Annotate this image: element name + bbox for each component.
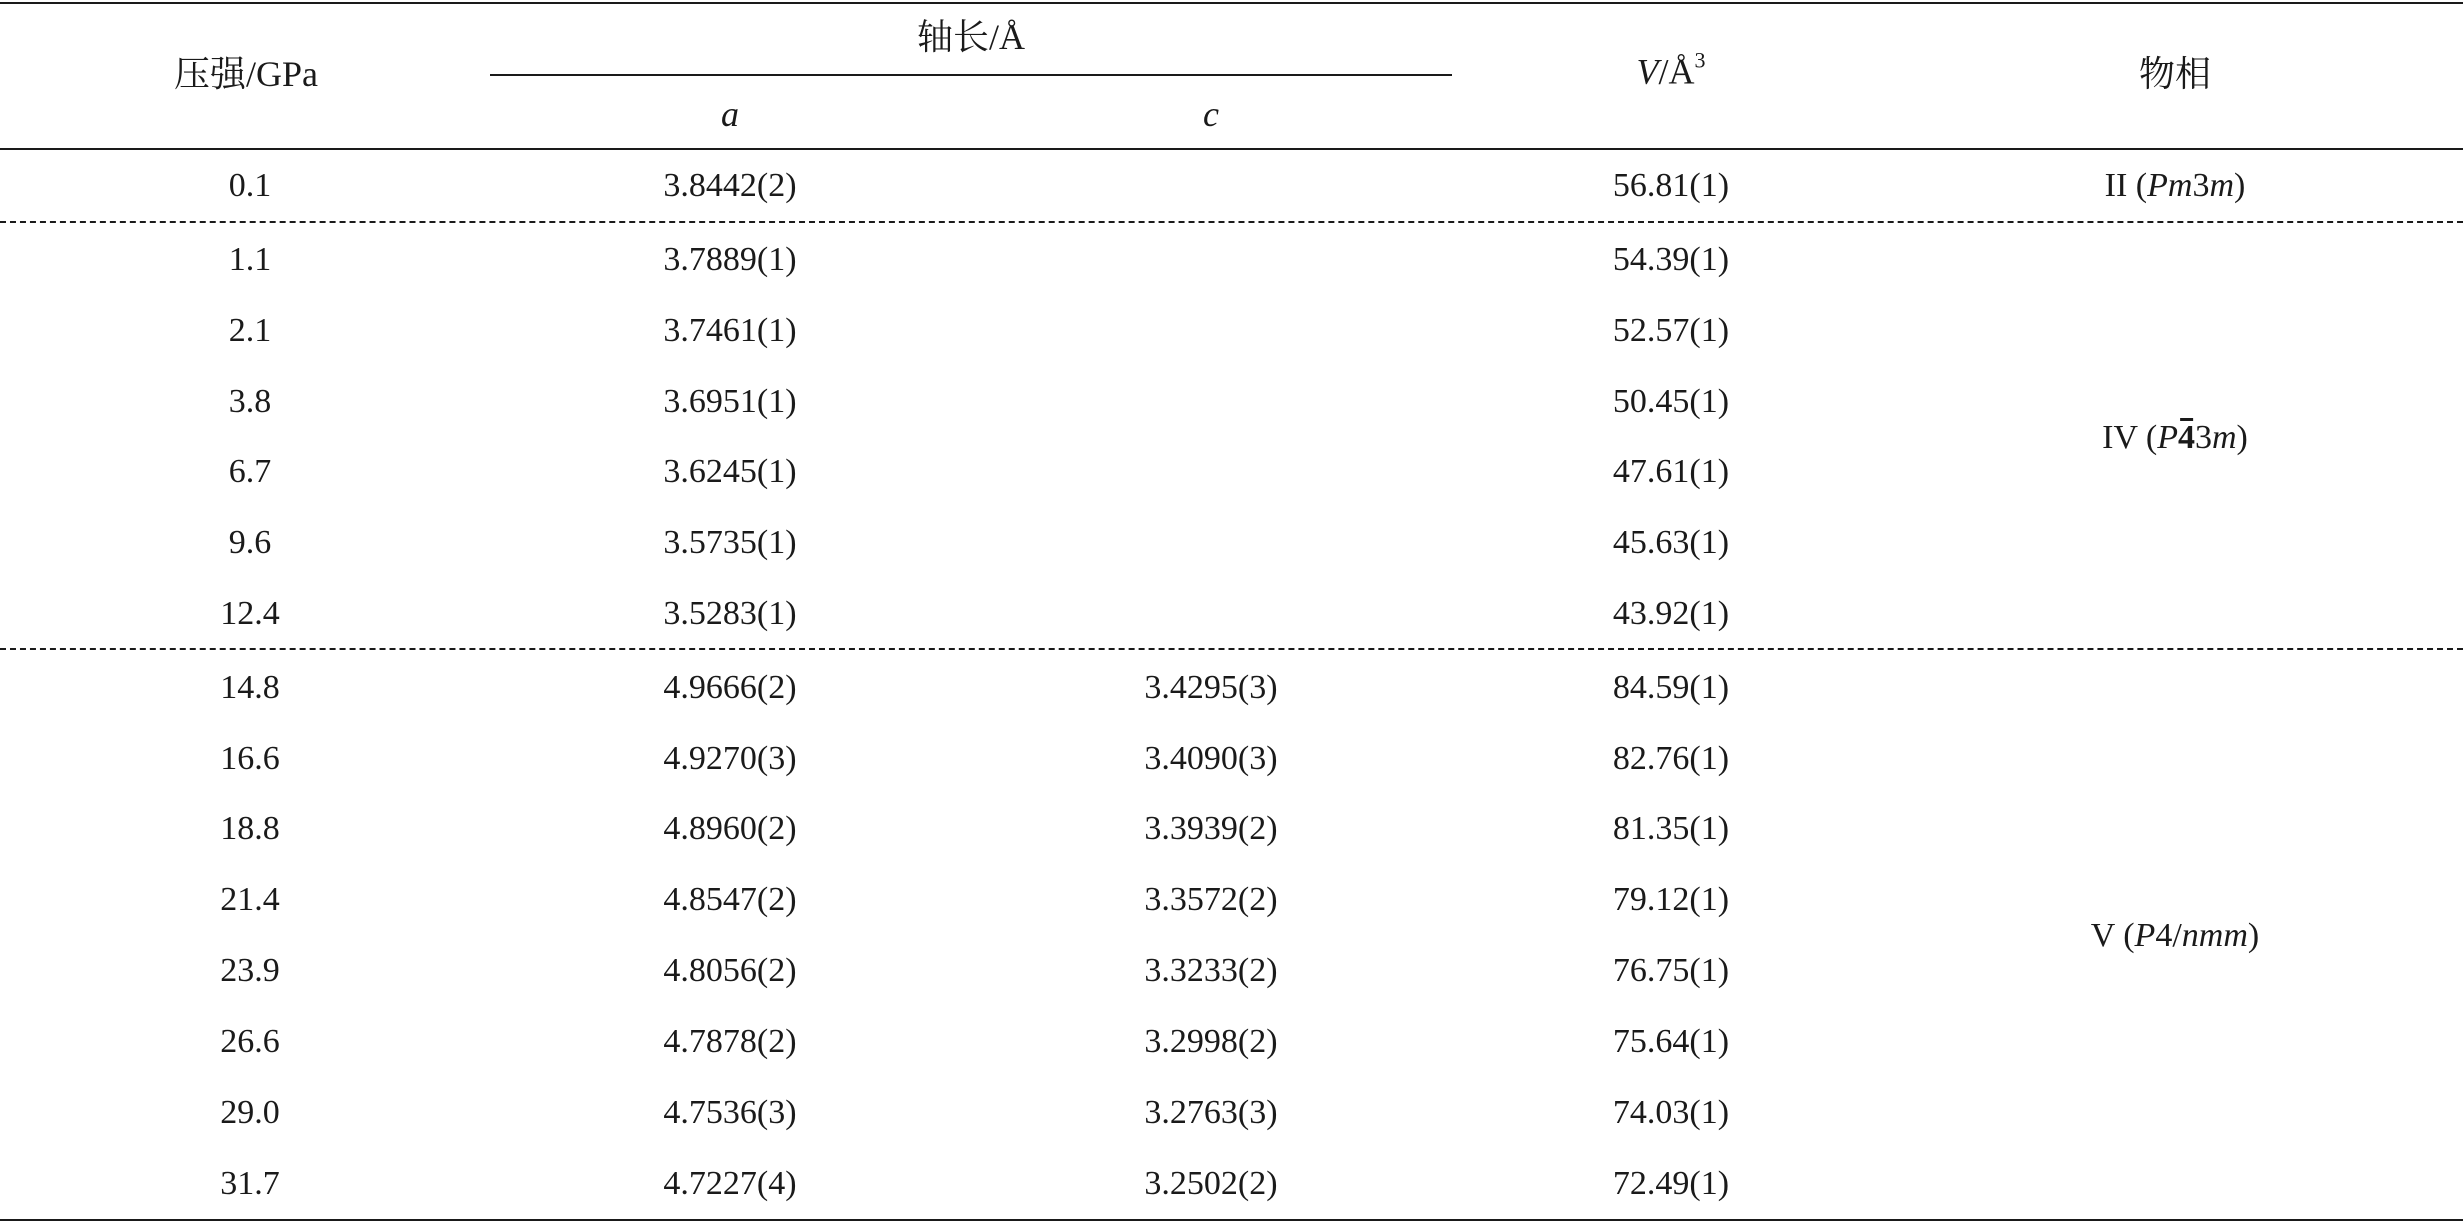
table-cell-a: 3.7889(1) (663, 241, 797, 278)
table-cell-c: 3.2998(2) (1144, 1023, 1278, 1060)
table-cell-p: 12.4 (220, 595, 280, 632)
table-cell-v: 72.49(1) (1612, 1165, 1730, 1202)
header-a (721, 94, 739, 134)
table-cell-p: 6.7 (228, 453, 272, 490)
header-axis-length-text: 轴长/Å (916, 17, 1026, 57)
table-cell-v: 82.76(1) (1612, 740, 1730, 777)
table-cell-p: 9.6 (228, 524, 272, 561)
table-cell-a: 4.7878(2) (663, 1023, 797, 1060)
table-cell-a: 4.9666(2) (663, 669, 797, 706)
phase-divider-1 (0, 221, 2463, 223)
table-cell-v: 56.81(1) (1612, 167, 1730, 204)
table-cell-p: 23.9 (220, 952, 280, 989)
table-cell-p: 0.1 (228, 167, 272, 204)
header-c-text: c (1203, 94, 1219, 134)
phase-label-v: V (P4/nmm) (2090, 917, 2260, 954)
table-cell-p: 16.6 (220, 740, 280, 777)
header-volume (1636, 47, 1706, 97)
header-volume-exponent: 3 (1694, 47, 1706, 73)
table-cell-p: 21.4 (220, 881, 280, 918)
table-cell-a: 3.6245(1) (663, 453, 797, 490)
table-cell-p: 29.0 (220, 1094, 280, 1131)
table-cell-a: 3.6951(1) (663, 383, 797, 420)
table-cell-a: 4.8960(2) (663, 810, 797, 847)
table-cell-a: 4.7227(4) (663, 1165, 797, 1202)
table-cell-c: 3.4295(3) (1144, 669, 1278, 706)
table-cell-a: 3.5735(1) (663, 524, 797, 561)
table-cell-c: 3.4090(3) (1144, 740, 1278, 777)
bottom-rule (0, 1219, 2463, 1221)
phase-label-ii: II (Pm3m) (2104, 167, 2246, 204)
axis-length-underline (490, 74, 1452, 76)
header-axis-length (917, 17, 1025, 57)
table-cell-p: 18.8 (220, 810, 280, 847)
header-pressure (174, 54, 318, 94)
table-cell-v: 50.45(1) (1612, 383, 1730, 420)
table-cell-c: 3.2502(2) (1144, 1165, 1278, 1202)
table-cell-c: 3.3233(2) (1144, 952, 1278, 989)
table-cell-p: 2.1 (228, 312, 272, 349)
table-cell-p: 14.8 (220, 669, 280, 706)
table-cell-v: 75.64(1) (1612, 1023, 1730, 1060)
header-volume-unit: /Å (1658, 51, 1695, 92)
table-cell-c: 3.2763(3) (1144, 1094, 1278, 1131)
table-cell-v: 47.61(1) (1612, 453, 1730, 490)
header-a-text: a (721, 94, 739, 134)
phase-divider-2 (0, 648, 2463, 650)
table-cell-v: 74.03(1) (1612, 1094, 1730, 1131)
header-pressure-text: 压强/GPa (173, 54, 319, 94)
header-volume-symbol: V (1636, 51, 1659, 92)
table-cell-a: 3.5283(1) (663, 595, 797, 632)
phase-label-iv: IV (P43m) (2102, 419, 2248, 456)
table-cell-p: 26.6 (220, 1023, 280, 1060)
table-cell-v: 79.12(1) (1612, 881, 1730, 918)
table-cell-p: 1.1 (228, 241, 272, 278)
table-cell-v: 54.39(1) (1612, 241, 1730, 278)
overbar-four: 4 (2177, 419, 2195, 456)
table-cell-a: 4.8056(2) (663, 952, 797, 989)
table-cell-a: 4.8547(2) (663, 881, 797, 918)
table-cell-a: 3.7461(1) (663, 312, 797, 349)
table-cell-v: 84.59(1) (1612, 669, 1730, 706)
table-cell-v: 52.57(1) (1612, 312, 1730, 349)
table-cell-v: 76.75(1) (1612, 952, 1730, 989)
header-c (1203, 94, 1219, 134)
table-cell-p: 31.7 (220, 1165, 280, 1202)
top-rule (0, 2, 2463, 4)
table-cell-v: 43.92(1) (1612, 595, 1730, 632)
header-bottom-rule (0, 148, 2463, 150)
table-cell-a: 4.7536(3) (663, 1094, 797, 1131)
table-cell-v: 45.63(1) (1612, 524, 1730, 561)
header-phase-text: 物相 (2138, 54, 2212, 94)
table-cell-p: 3.8 (228, 383, 272, 420)
table-cell-a: 4.9270(3) (663, 740, 797, 777)
header-phase (2139, 54, 2211, 94)
table-cell-v: 81.35(1) (1612, 810, 1730, 847)
table-cell-a: 3.8442(2) (663, 167, 797, 204)
table-cell-c: 3.3939(2) (1144, 810, 1278, 847)
table-cell-c: 3.3572(2) (1144, 881, 1278, 918)
